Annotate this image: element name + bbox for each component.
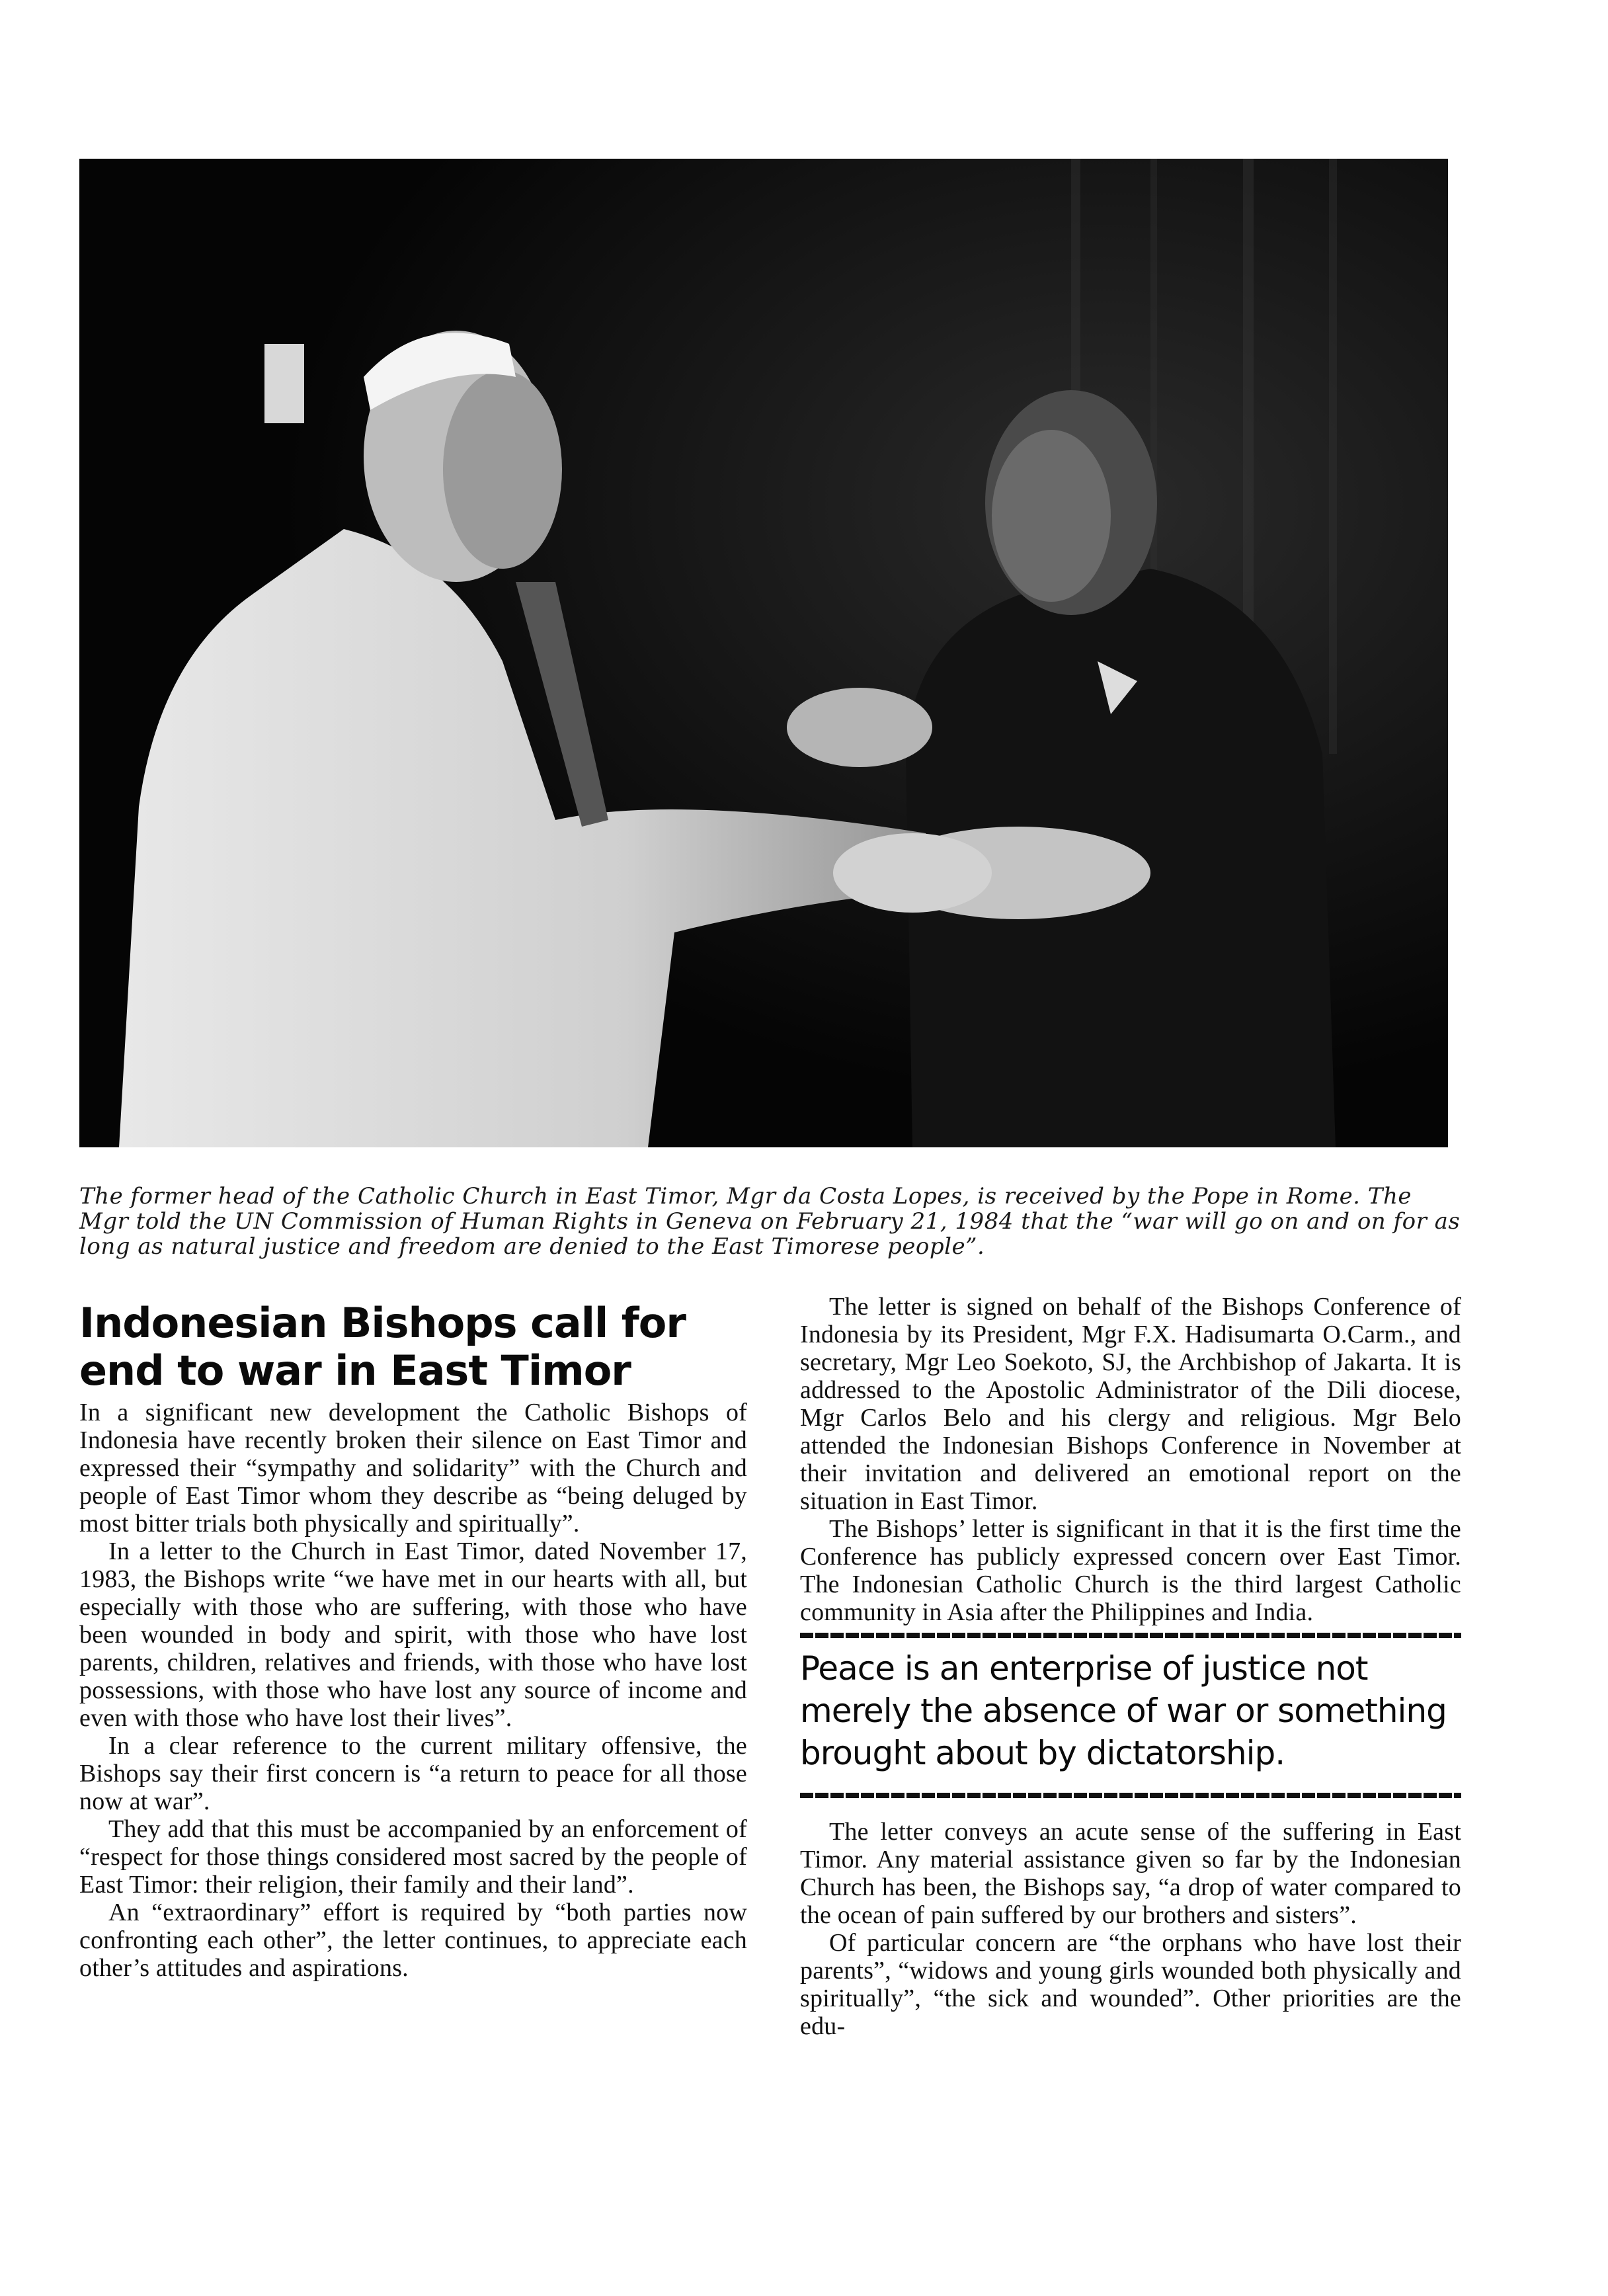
paragraph: An “extraordinary” effort is required by “both parties now confronting each other”, the letter continues, to appreciate each other’s attitudes and aspirations.	[79, 1899, 747, 1982]
paragraph: In a letter to the Church in East Timor, dated November 17, 1983, the Bishops write “we have met in our hearts with all, but especially with those who are suffering, with those who have been wounded in body and spirit, with those who have lost parents, children, relatives and friends, with those who have lost possessions, with those who have lost any source of income and even with those who have lost their lives”.	[79, 1538, 747, 1732]
paragraph: In a clear reference to the current military offensive, the Bishops say their first concern is “a return to peace for all those now at war”.	[79, 1732, 747, 1815]
paragraph: The Bishops’ letter is significant in that it is the first time the Conference has publicly expressed concern over East Timor. The Indonesian Catholic Church is the third largest Catholic community in Asia after the Philippines and India.	[800, 1515, 1461, 1626]
article-headline: Indonesian Bishops call for end to war in East Timor	[79, 1299, 686, 1395]
paragraph: They add that this must be accompanied by an enforcement of “respect for those things considered most sacred by the people of East Timor: their religion, their family and their land”.	[79, 1815, 747, 1899]
paragraph: In a significant new development the Catholic Bishops of Indonesia have recently broken their silence on East Timor and expressed their “sympathy and solidarity” with the Church and people of East Timor whom they describe as “being deluged by most bitter trials both physically and spiritually”.	[79, 1399, 747, 1538]
photo-pope-and-bishop-icon	[79, 159, 1448, 1147]
paragraph: The letter is signed on behalf of the Bishops Conference of Indonesia by its President, Mgr F.X. Hadisumarta O.Carm., and secretary, Mgr Leo Soekoto, SJ, the Archbishop of Jakarta. It is addressed to the Apostolic Administrator of the Dili diocese, Mgr Carlos Belo and his clergy and religious. Mgr Belo attended the Indonesian Bishops Conference in November at their invitation and delivered an emotional report on the situation in East Timor.	[800, 1293, 1461, 1515]
right-column	[800, 1293, 1461, 2040]
paragraph: Of particular concern are “the orphans who have lost their parents”, “widows and young girls wounded both physically and spiritually”, “the sick and wounded”. Other priorities are the edu-	[800, 1929, 1461, 2040]
left-column	[79, 1299, 747, 1982]
photo-caption: The former head of the Catholic Church in East Timor, Mgr da Costa Lopes, is received by the Pope in Rome. The Mgr told the UN Commission of Human Rights in Geneva on February 21, 1984 that the “war will go on and on for as long as natural justice and freedom are denied to the East Timorese people”.	[79, 1183, 1461, 1260]
news-photo	[79, 159, 1448, 1147]
pull-quote: Peace is an enterprise of justice not merely the absence of war or something brought about by dictatorship.	[800, 1649, 1447, 1772]
divider-rule	[800, 1793, 1461, 1798]
divider-rule	[800, 1633, 1461, 1638]
paragraph: The letter conveys an acute sense of the suffering in East Timor. Any material assistance given so far by the Indonesian Church has been, the Bishops say, “a drop of water compared to the ocean of pain suffered by our brothers and sisters”.	[800, 1818, 1461, 1929]
